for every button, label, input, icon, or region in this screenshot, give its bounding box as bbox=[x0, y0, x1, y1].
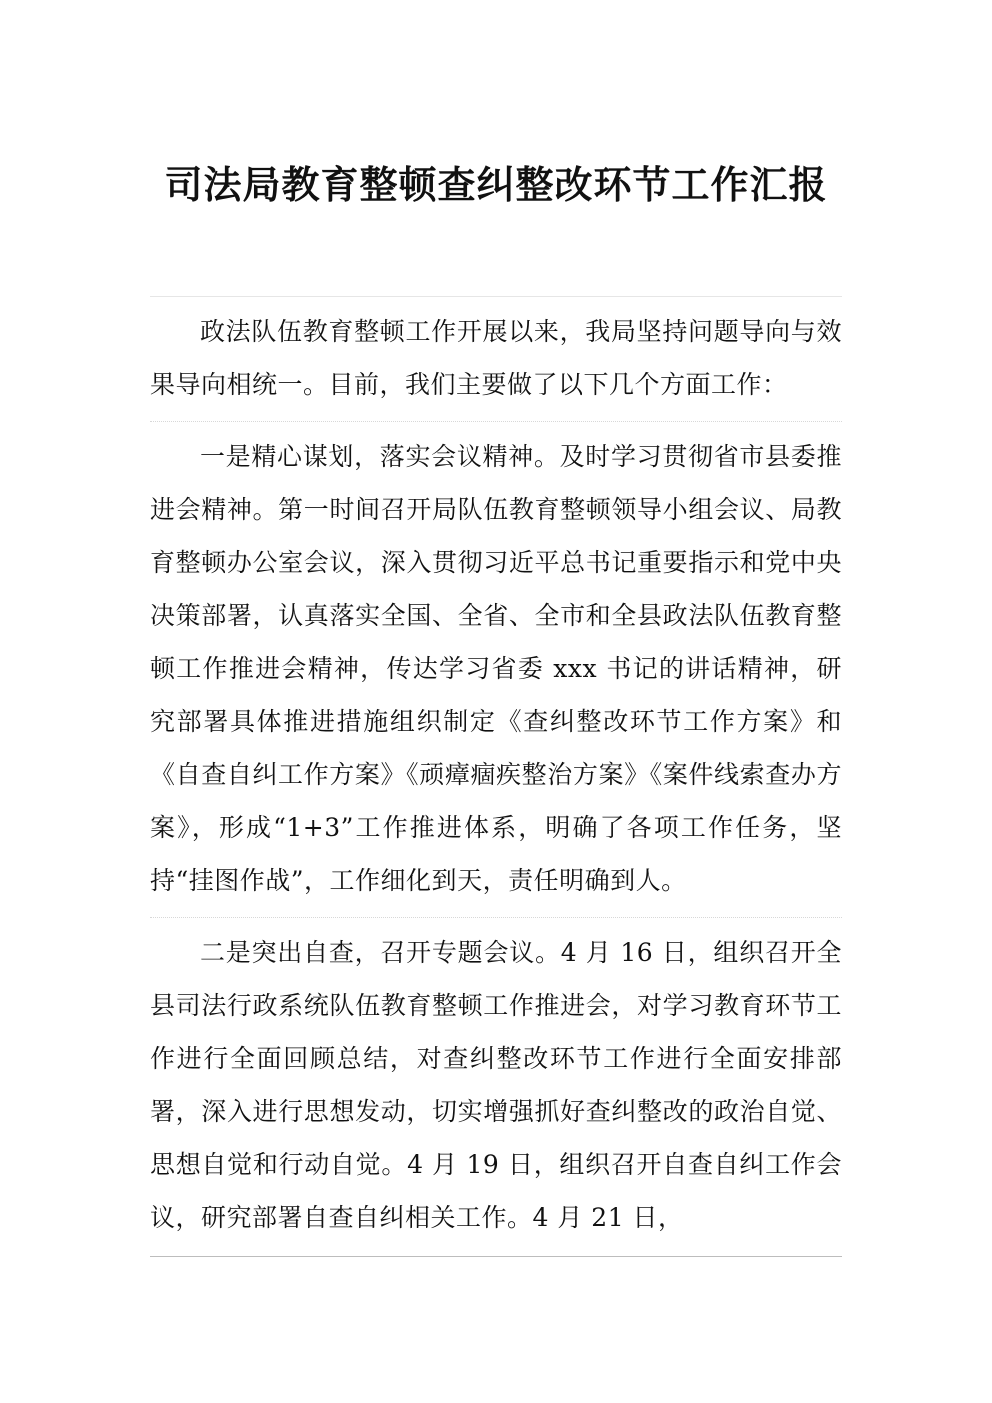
paragraph-first-point: 一是精心谋划，落实会议精神。及时学习贯彻省市县委推进会精神。第一时间召开局队伍教育整顿领导小组会议、局教育整顿办公室会议，深入贯彻习近平总书记重要指示和党中央决策部署，认真落实全国、全省、全市和全县政法队伍教育整顿工作推进会精神，传达学习省委 xxx 书记的讲话精神，研究部署具体推进措施组织制定《查纠整改环节工作方案》和《自查自纠工作方案》《顽瘴痼疾整治方案》《案件线索查办方案》，形成“1+3”工作推进体系，明确了各项工作任务，坚持“挂图作战”，工作细化到天，责任明确到人。 bbox=[150, 421, 842, 917]
page-bottom-divider bbox=[150, 1256, 842, 1257]
paragraph-second-point: 二是突出自查，召开专题会议。4 月 16 日，组织召开全县司法行政系统队伍教育整顿工作推进会，对学习教育环节工作进行全面回顾总结，对查纠整改环节工作进行全面安排部署，深入进行思想发动，切实增强抓好查纠整改的政治自觉、思想自觉和行动自觉。4 月 19 日，组织召开自查自纠工作会议，研究部署自查自纠相关工作。4 月 21 日， bbox=[150, 917, 842, 1254]
document-body bbox=[150, 296, 842, 1254]
paragraph-intro: 政法队伍教育整顿工作开展以来，我局坚持问题导向与效果导向相统一。目前，我们主要做了以下几个方面工作： bbox=[150, 296, 842, 421]
document-title: 司法局教育整顿查纠整改环节工作汇报 bbox=[164, 162, 828, 207]
